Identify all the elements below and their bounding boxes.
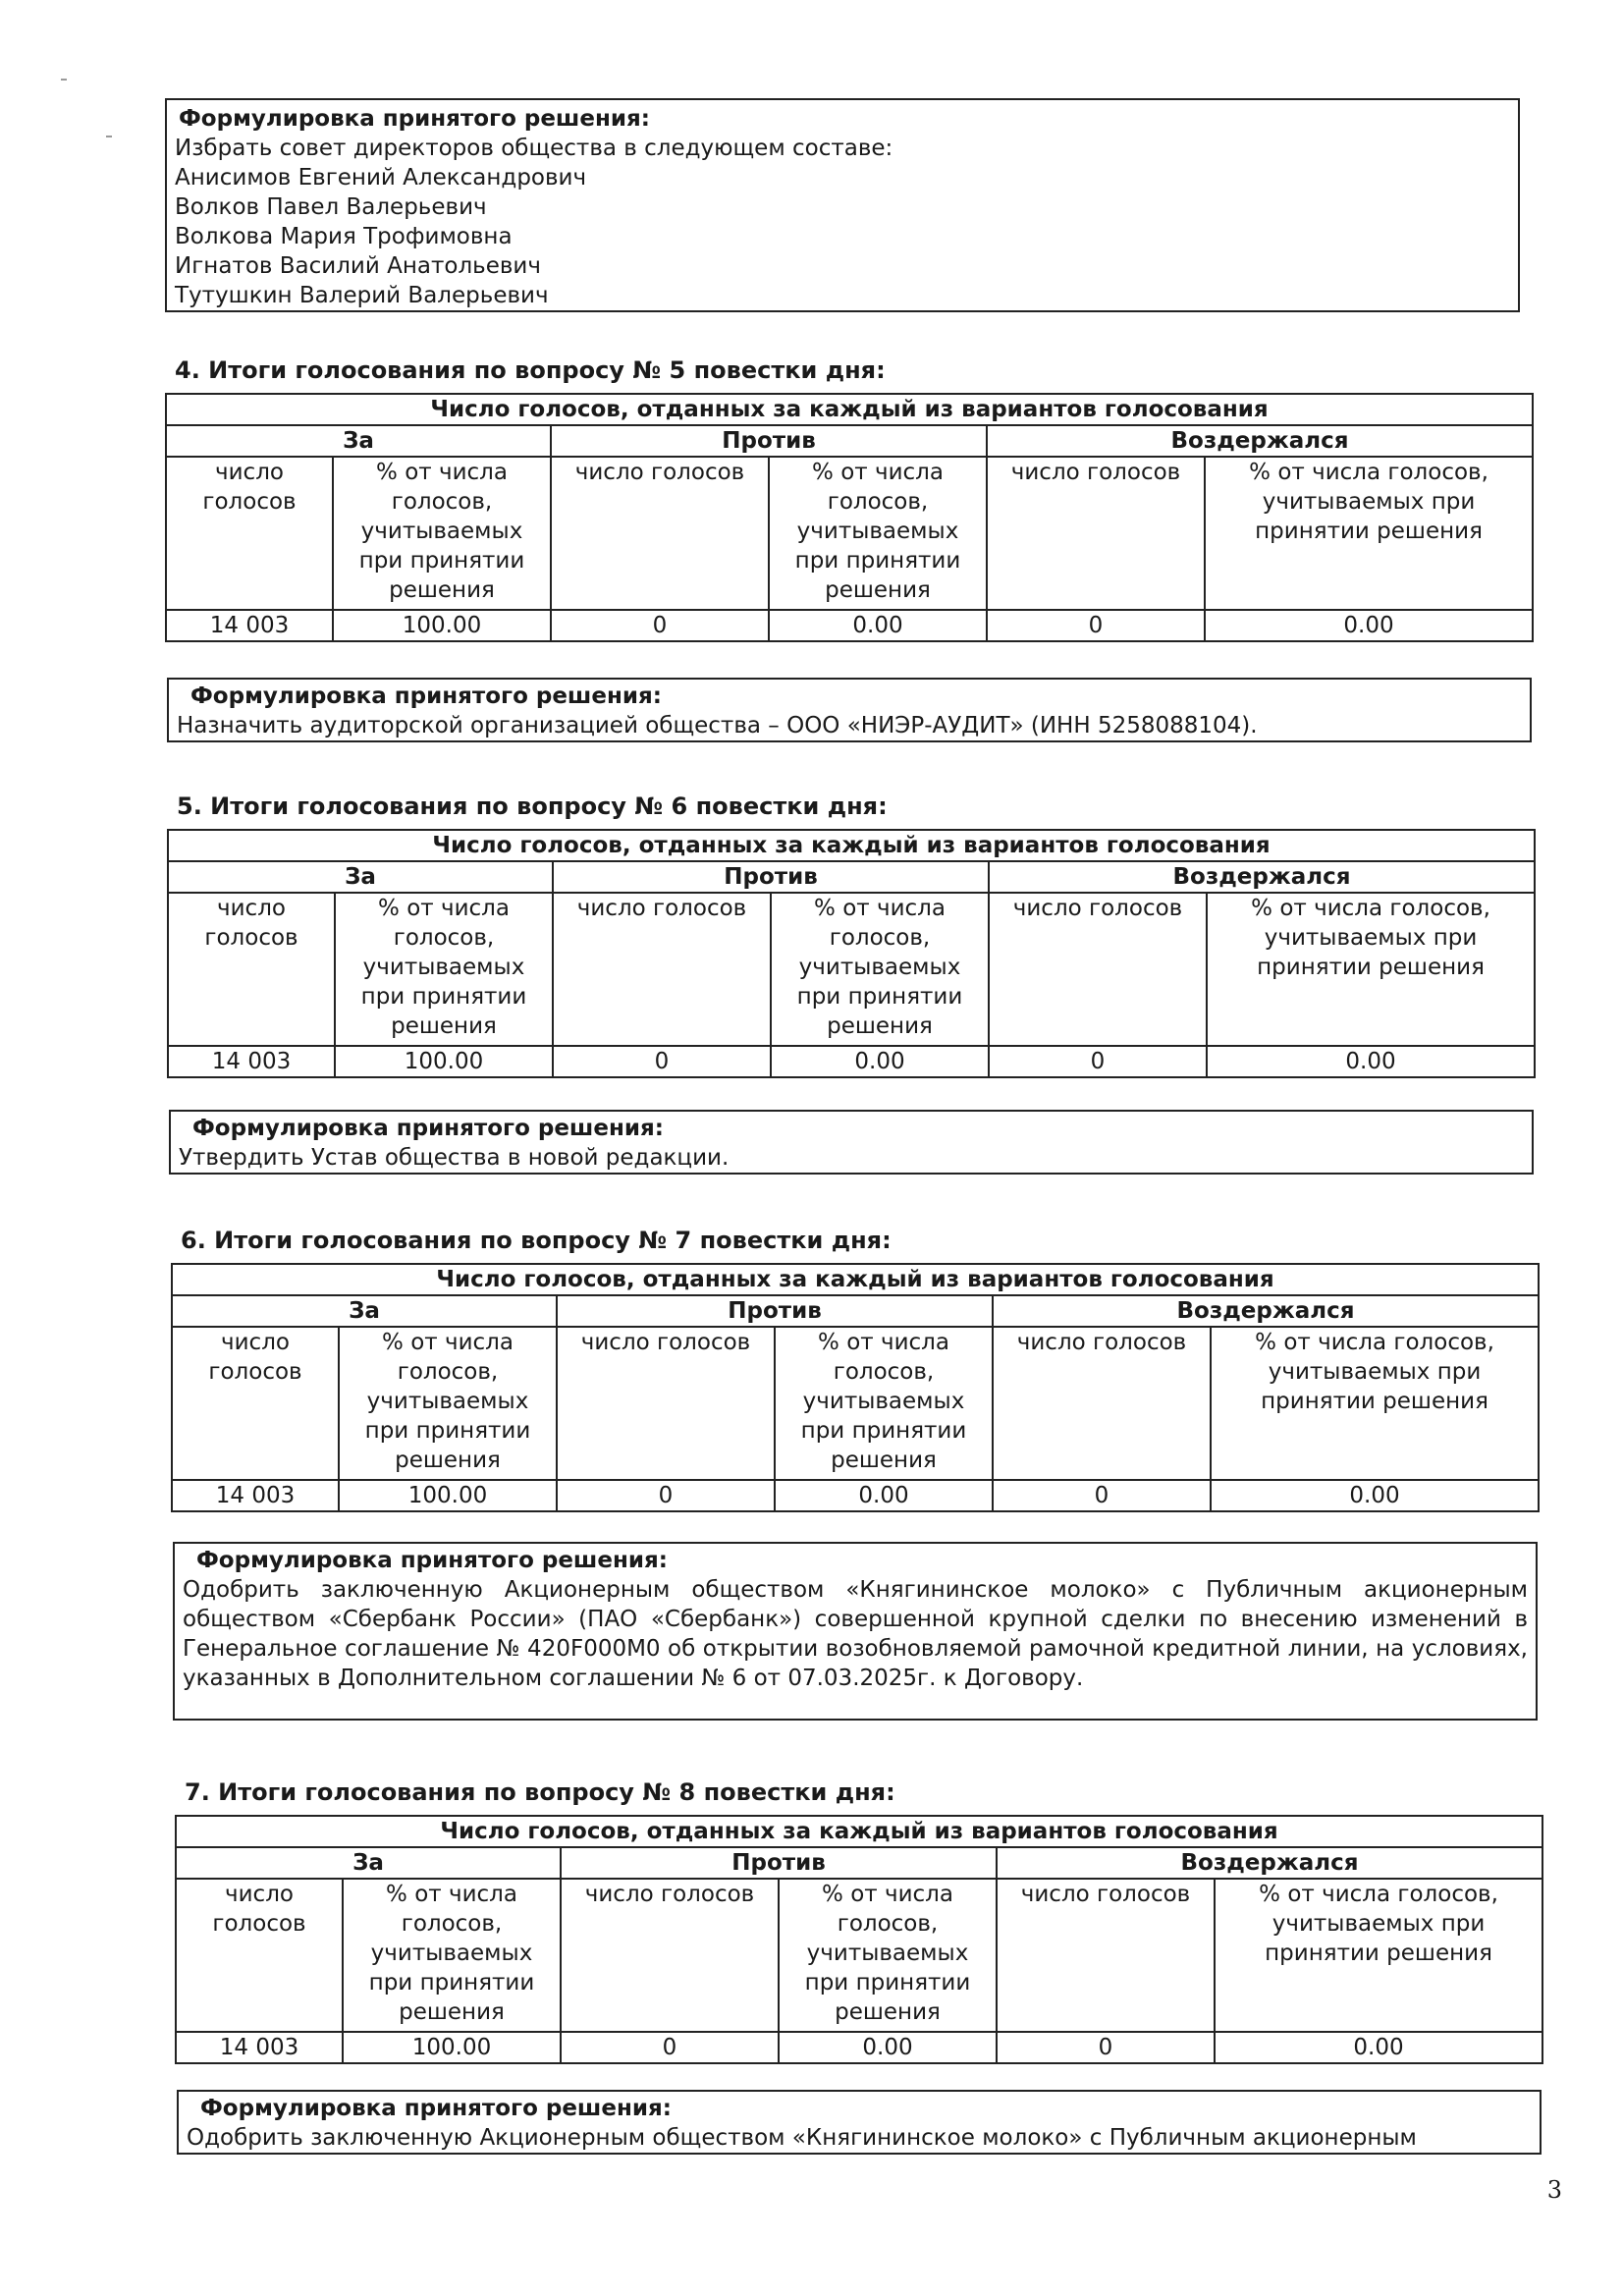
subheader-vote-count: число голосов	[168, 893, 335, 1046]
against-percent: 0.00	[779, 2032, 997, 2063]
subheader-vote-count: число голосов	[166, 457, 333, 610]
for-percent: 100.00	[339, 1480, 557, 1511]
decision-text: Утвердить Устав общества в новой редакции.	[179, 1145, 730, 1171]
subheader-vote-count: число голосов	[993, 1327, 1211, 1480]
subheader-percent: % от числа голосов, учитываемых при принятии решения	[339, 1327, 557, 1480]
vote-results-table-q5	[165, 393, 1534, 642]
decision-title: Формулировка принятого решения:	[196, 1548, 668, 1573]
subheader-percent: % от числа голосов, учитываемых при принятии решения	[779, 1879, 997, 2032]
vote-results-table-q8	[175, 1815, 1543, 2064]
against-percent: 0.00	[775, 1480, 993, 1511]
subheader-vote-count: число голосов	[989, 893, 1207, 1046]
for-percent: 100.00	[335, 1046, 553, 1077]
subheader-vote-count: число голосов	[561, 1879, 779, 2032]
abstained-percent: 0.00	[1211, 1480, 1539, 1511]
subheader-percent: % от числа голосов, учитываемых при принятии решения	[1215, 1879, 1542, 2032]
against-count: 0	[553, 1046, 771, 1077]
abstained-count: 0	[987, 610, 1205, 641]
header-for: За	[166, 425, 551, 457]
against-count: 0	[551, 610, 769, 641]
table-row	[172, 1480, 1539, 1511]
table-caption: Число голосов, отданных за каждый из вариантов голосования	[168, 830, 1535, 861]
for-count: 14 003	[166, 610, 333, 641]
abstained-percent: 0.00	[1207, 1046, 1535, 1077]
header-for: За	[176, 1847, 561, 1879]
board-member: Тутушкин Валерий Валерьевич	[175, 283, 549, 308]
decision-box-q6	[169, 1110, 1534, 1175]
decision-text: Назначить аудиторской организацией общества – ООО «НИЭР-АУДИТ» (ИНН 5258088104).	[177, 713, 1258, 738]
subheader-vote-count: число голосов	[172, 1327, 339, 1480]
scan-artifact	[61, 79, 67, 81]
abstained-percent: 0.00	[1215, 2032, 1542, 2063]
for-percent: 100.00	[333, 610, 551, 641]
vote-results-table-q7	[171, 1263, 1540, 1512]
header-against: Против	[561, 1847, 997, 1879]
subheader-percent: % от числа голосов, учитываемых при принятии решения	[771, 893, 989, 1046]
table-caption: Число голосов, отданных за каждый из вариантов голосования	[176, 1816, 1542, 1847]
abstained-count: 0	[993, 1480, 1211, 1511]
decision-text: Одобрить заключенную Акционерным обществом «Княгининское молоко» с Публичным акционерным	[187, 2125, 1417, 2151]
subheader-percent: % от числа голосов, учитываемых при принятии решения	[1207, 893, 1535, 1046]
for-count: 14 003	[176, 2032, 343, 2063]
decision-title: Формулировка принятого решения:	[200, 2096, 672, 2121]
decision-text: Одобрить заключенную Акционерным обществом «Княгининское молоко» с Публичным акционерным обществом «Сбербанк России» (ПАО «Сбербанк») совершенной крупной сделки по внесению изменений в Генеральное соглашение № 420F000M0 об открытии возобновляемой рамочной кредитной линии, на условиях, указанных в Дополнительном соглашении № 6 от 07.03.2025г. к Договору.	[183, 1577, 1528, 1691]
abstained-percent: 0.00	[1205, 610, 1533, 641]
against-percent: 0.00	[771, 1046, 989, 1077]
decision-box-q8	[177, 2090, 1542, 2155]
header-abstained: Воздержался	[997, 1847, 1542, 1879]
subheader-percent: % от числа голосов, учитываемых при принятии решения	[1205, 457, 1533, 610]
section-heading-q7: 6. Итоги голосования по вопросу № 7 повестки дня:	[181, 1227, 892, 1254]
decision-box-q7	[173, 1542, 1538, 1721]
table-caption: Число голосов, отданных за каждый из вариантов голосования	[172, 1264, 1539, 1295]
board-member: Волкова Мария Трофимовна	[175, 224, 513, 249]
table-row	[166, 610, 1533, 641]
subheader-vote-count: число голосов	[176, 1879, 343, 2032]
header-abstained: Воздержался	[987, 425, 1533, 457]
subheader-vote-count: число голосов	[987, 457, 1205, 610]
abstained-count: 0	[997, 2032, 1215, 2063]
header-for: За	[168, 861, 553, 893]
subheader-percent: % от числа голосов, учитываемых при принятии решения	[343, 1879, 561, 2032]
decision-box-board-election	[165, 98, 1520, 312]
against-count: 0	[561, 2032, 779, 2063]
decision-line: Избрать совет директоров общества в следующем составе:	[175, 136, 893, 161]
header-abstained: Воздержался	[993, 1295, 1539, 1327]
for-percent: 100.00	[343, 2032, 561, 2063]
subheader-vote-count: число голосов	[557, 1327, 775, 1480]
subheader-vote-count: число голосов	[551, 457, 769, 610]
board-member: Волков Павел Валерьевич	[175, 194, 487, 220]
subheader-percent: % от числа голосов, учитываемых при принятии решения	[1211, 1327, 1539, 1480]
header-against: Против	[553, 861, 989, 893]
subheader-vote-count: число голосов	[553, 893, 771, 1046]
header-for: За	[172, 1295, 557, 1327]
page-number: 3	[1546, 2176, 1562, 2204]
against-percent: 0.00	[769, 610, 987, 641]
header-abstained: Воздержался	[989, 861, 1535, 893]
decision-title: Формулировка принятого решения:	[190, 683, 662, 709]
abstained-count: 0	[989, 1046, 1207, 1077]
table-caption: Число голосов, отданных за каждый из вариантов голосования	[166, 394, 1533, 425]
scan-artifact	[106, 136, 112, 137]
decision-title: Формулировка принятого решения:	[179, 106, 650, 132]
subheader-percent: % от числа голосов, учитываемых при принятии решения	[769, 457, 987, 610]
table-row	[168, 1046, 1535, 1077]
subheader-vote-count: число голосов	[997, 1879, 1215, 2032]
board-member: Игнатов Василий Анатольевич	[175, 253, 541, 279]
for-count: 14 003	[168, 1046, 335, 1077]
header-against: Против	[551, 425, 987, 457]
for-count: 14 003	[172, 1480, 339, 1511]
header-against: Против	[557, 1295, 993, 1327]
section-heading-q8: 7. Итоги голосования по вопросу № 8 повестки дня:	[185, 1778, 895, 1806]
vote-results-table-q6	[167, 829, 1536, 1078]
board-member: Анисимов Евгений Александрович	[175, 165, 587, 191]
section-heading-q6: 5. Итоги голосования по вопросу № 6 повестки дня:	[177, 793, 888, 820]
table-row	[176, 2032, 1542, 2063]
subheader-percent: % от числа голосов, учитываемых при принятии решения	[335, 893, 553, 1046]
subheader-percent: % от числа голосов, учитываемых при принятии решения	[333, 457, 551, 610]
decision-box-q5	[167, 678, 1532, 742]
subheader-percent: % от числа голосов, учитываемых при принятии решения	[775, 1327, 993, 1480]
decision-title: Формулировка принятого решения:	[192, 1116, 664, 1141]
section-heading-q5: 4. Итоги голосования по вопросу № 5 повестки дня:	[175, 356, 886, 384]
against-count: 0	[557, 1480, 775, 1511]
